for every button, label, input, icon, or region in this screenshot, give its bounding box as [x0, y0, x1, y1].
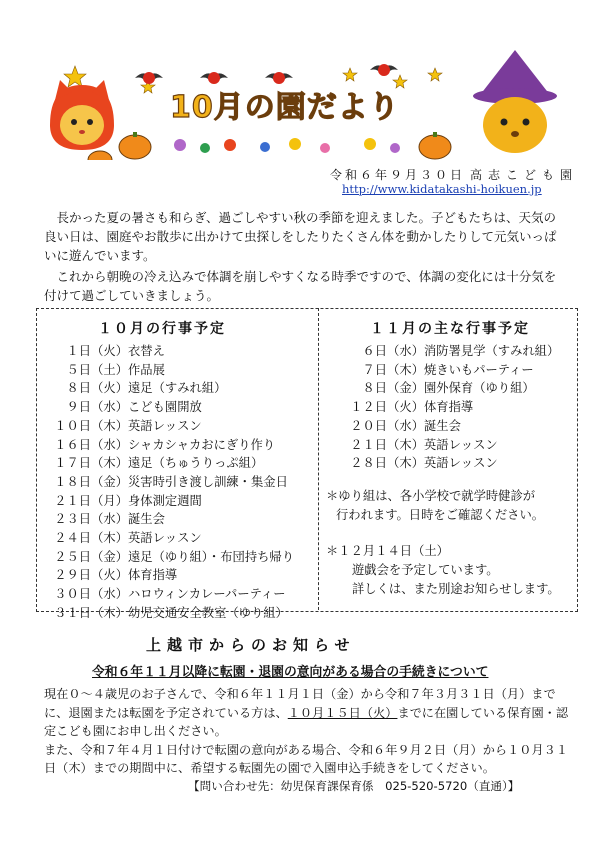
event-row [348, 379, 573, 398]
event-date: ９日（水） [66, 400, 128, 415]
intro-paragraph-2: これから朝晩の冷え込みで体調を崩しやすくなる時季ですので、体調の変化には十分気を付けて過ごしていきましょう。 [44, 269, 557, 303]
october-heading: １０月の行事予定 [98, 321, 226, 337]
event-name: 作品展 [128, 362, 165, 377]
notice-paragraph-2: また、令和７年４月１日付けで転園の意向がある場合、令和６年９月２日（月）から１０月３１日（木）までの期間中に、希望する転園先の園で入園申込手続きをしてください。 [44, 742, 569, 776]
event-name: シャカシャカおにぎり作り [128, 437, 276, 452]
event-name: 誕生会 [128, 512, 165, 527]
event-name: 衣替え [128, 344, 165, 358]
event-name: 焼きいもパーティー [424, 362, 534, 377]
event-date: ３０日（水） [54, 587, 128, 602]
event-name: 幼児交通安全教室（ゆり組） [128, 605, 288, 620]
event-date: １６日（水） [54, 437, 128, 452]
event-date: １２日（火） [350, 400, 424, 415]
deadline-date: １０月１５日（火） [287, 705, 398, 720]
notice-subheading: 令和６年１１月以降に転園・退園の意向がある場合の手続きについて [92, 665, 489, 680]
notice-heading: 上越市からのお知らせ [146, 636, 356, 654]
event-date: ２０日（水） [350, 418, 424, 433]
event-row [348, 417, 573, 436]
event-name: 英語レッスン [424, 456, 498, 471]
event-row [46, 473, 316, 492]
event-date: ２８日（木） [350, 456, 424, 471]
website-link[interactable]: http://www.kidatakashi-hoikuen.jp [342, 182, 542, 196]
event-name: 身体測定週間 [128, 493, 202, 508]
notice-body [44, 685, 574, 778]
event-name: 遠足（すみれ組） [128, 381, 227, 396]
event-date: ５日（土） [66, 362, 128, 377]
event-row [46, 398, 316, 417]
event-name: 体育指導 [424, 400, 474, 415]
event-name: こども園開放 [128, 400, 202, 415]
cat-character-left [50, 80, 114, 160]
note-line: 詳しくは、また別途お知らせします。 [352, 582, 560, 596]
event-date: ２１日（月） [54, 493, 128, 508]
event-date: ２４日（木） [54, 531, 128, 546]
event-row [46, 492, 316, 511]
notice-text: までに在園している保育園・認定こども園にお申し出ください。 [44, 705, 569, 739]
event-date: ７日（木） [362, 362, 424, 377]
event-row [348, 342, 573, 361]
october-event-list [46, 342, 316, 623]
intro-text [44, 208, 564, 305]
event-date: １０日（木） [54, 418, 128, 433]
event-name: 園外保育（ゆり組） [424, 381, 535, 396]
event-date: ３１日（木） [54, 605, 128, 620]
event-date: ６日（水） [362, 344, 424, 358]
event-row [348, 361, 573, 380]
event-row [46, 510, 316, 529]
event-row [348, 398, 573, 417]
bat-icons [135, 64, 398, 84]
note-line: ＊ゆり組は、各小学校で就学時健診が [326, 489, 536, 503]
event-row [46, 361, 316, 380]
event-date: ２９日（火） [54, 568, 128, 583]
intro-paragraph-1: 長かった夏の暑さも和らぎ、過ごしやすい秋の季節を迎えました。子どもたちは、天気の良い日は、園庭やお散歩に出かけて虫探しをしたりたくさん体を動かしたりして元気いっぱいに遊んでいます。 [44, 210, 557, 263]
event-name: 英語レッスン [424, 437, 498, 452]
event-name: 遠足（ちゅうりっぷ組） [128, 456, 264, 471]
event-row [46, 566, 316, 585]
event-date: ２５日（金） [54, 549, 128, 564]
event-name: ハロウィンカレーパーティー [128, 587, 286, 602]
event-row [46, 436, 316, 455]
event-name: 災害時引き渡し訓練・集金日 [128, 474, 288, 489]
event-name: 体育指導 [128, 568, 178, 583]
newsletter-title: 10月の園だより [170, 90, 400, 125]
november-note-recital [326, 542, 576, 599]
event-date: ２３日（水） [54, 512, 128, 527]
notice-paragraph-1 [44, 685, 574, 741]
event-date: １８日（金） [54, 474, 128, 489]
event-date: １７日（木） [54, 456, 128, 471]
event-date: ２１日（木） [350, 437, 424, 452]
event-date: ８日（金） [362, 381, 424, 396]
event-row [46, 548, 316, 567]
note-line: 行われます。日時をご確認ください。 [336, 508, 545, 522]
event-row [46, 417, 316, 436]
november-event-list [348, 342, 573, 473]
event-name: 消防署見学（すみれ組） [424, 344, 560, 358]
note-line: 遊戯会を予定しています。 [352, 563, 499, 577]
event-row [46, 342, 316, 361]
schedule-divider [318, 308, 319, 610]
contact-info: 【問い合わせ先：幼児保育課保育係 025-520-5720（直通）】 [188, 779, 520, 793]
event-name: 遠足（ゆり組）・布団持ち帰り [128, 549, 295, 564]
event-row [46, 379, 316, 398]
event-name: 誕生会 [424, 418, 461, 433]
notice-text: 現在０～４歳児のお子さんで、令和６年１１月１日（金）から令和７年３月３１日（月）までに、退園または転園を予定されている方は、 [44, 687, 556, 720]
event-row [46, 585, 316, 604]
pumpkin-icons [119, 132, 451, 159]
note-line: ＊１２月１４日（土） [326, 544, 449, 558]
organization-name: 高志こども園 [470, 168, 579, 182]
event-name: 英語レッスン [128, 531, 202, 546]
november-heading: １１月の主な行事予定 [370, 321, 530, 337]
event-name: 英語レッスン [128, 418, 202, 433]
event-row [46, 604, 316, 623]
event-date: １日（火） [66, 344, 128, 358]
event-row [46, 454, 316, 473]
candy-icons [174, 138, 400, 153]
event-row [46, 529, 316, 548]
event-row [348, 436, 573, 455]
event-row [348, 454, 573, 473]
event-date: ８日（火） [66, 381, 128, 396]
dog-witch-character-right [473, 50, 557, 153]
issue-date: 令和６年９月３０日 [330, 168, 466, 182]
november-note-yuri [326, 487, 576, 525]
